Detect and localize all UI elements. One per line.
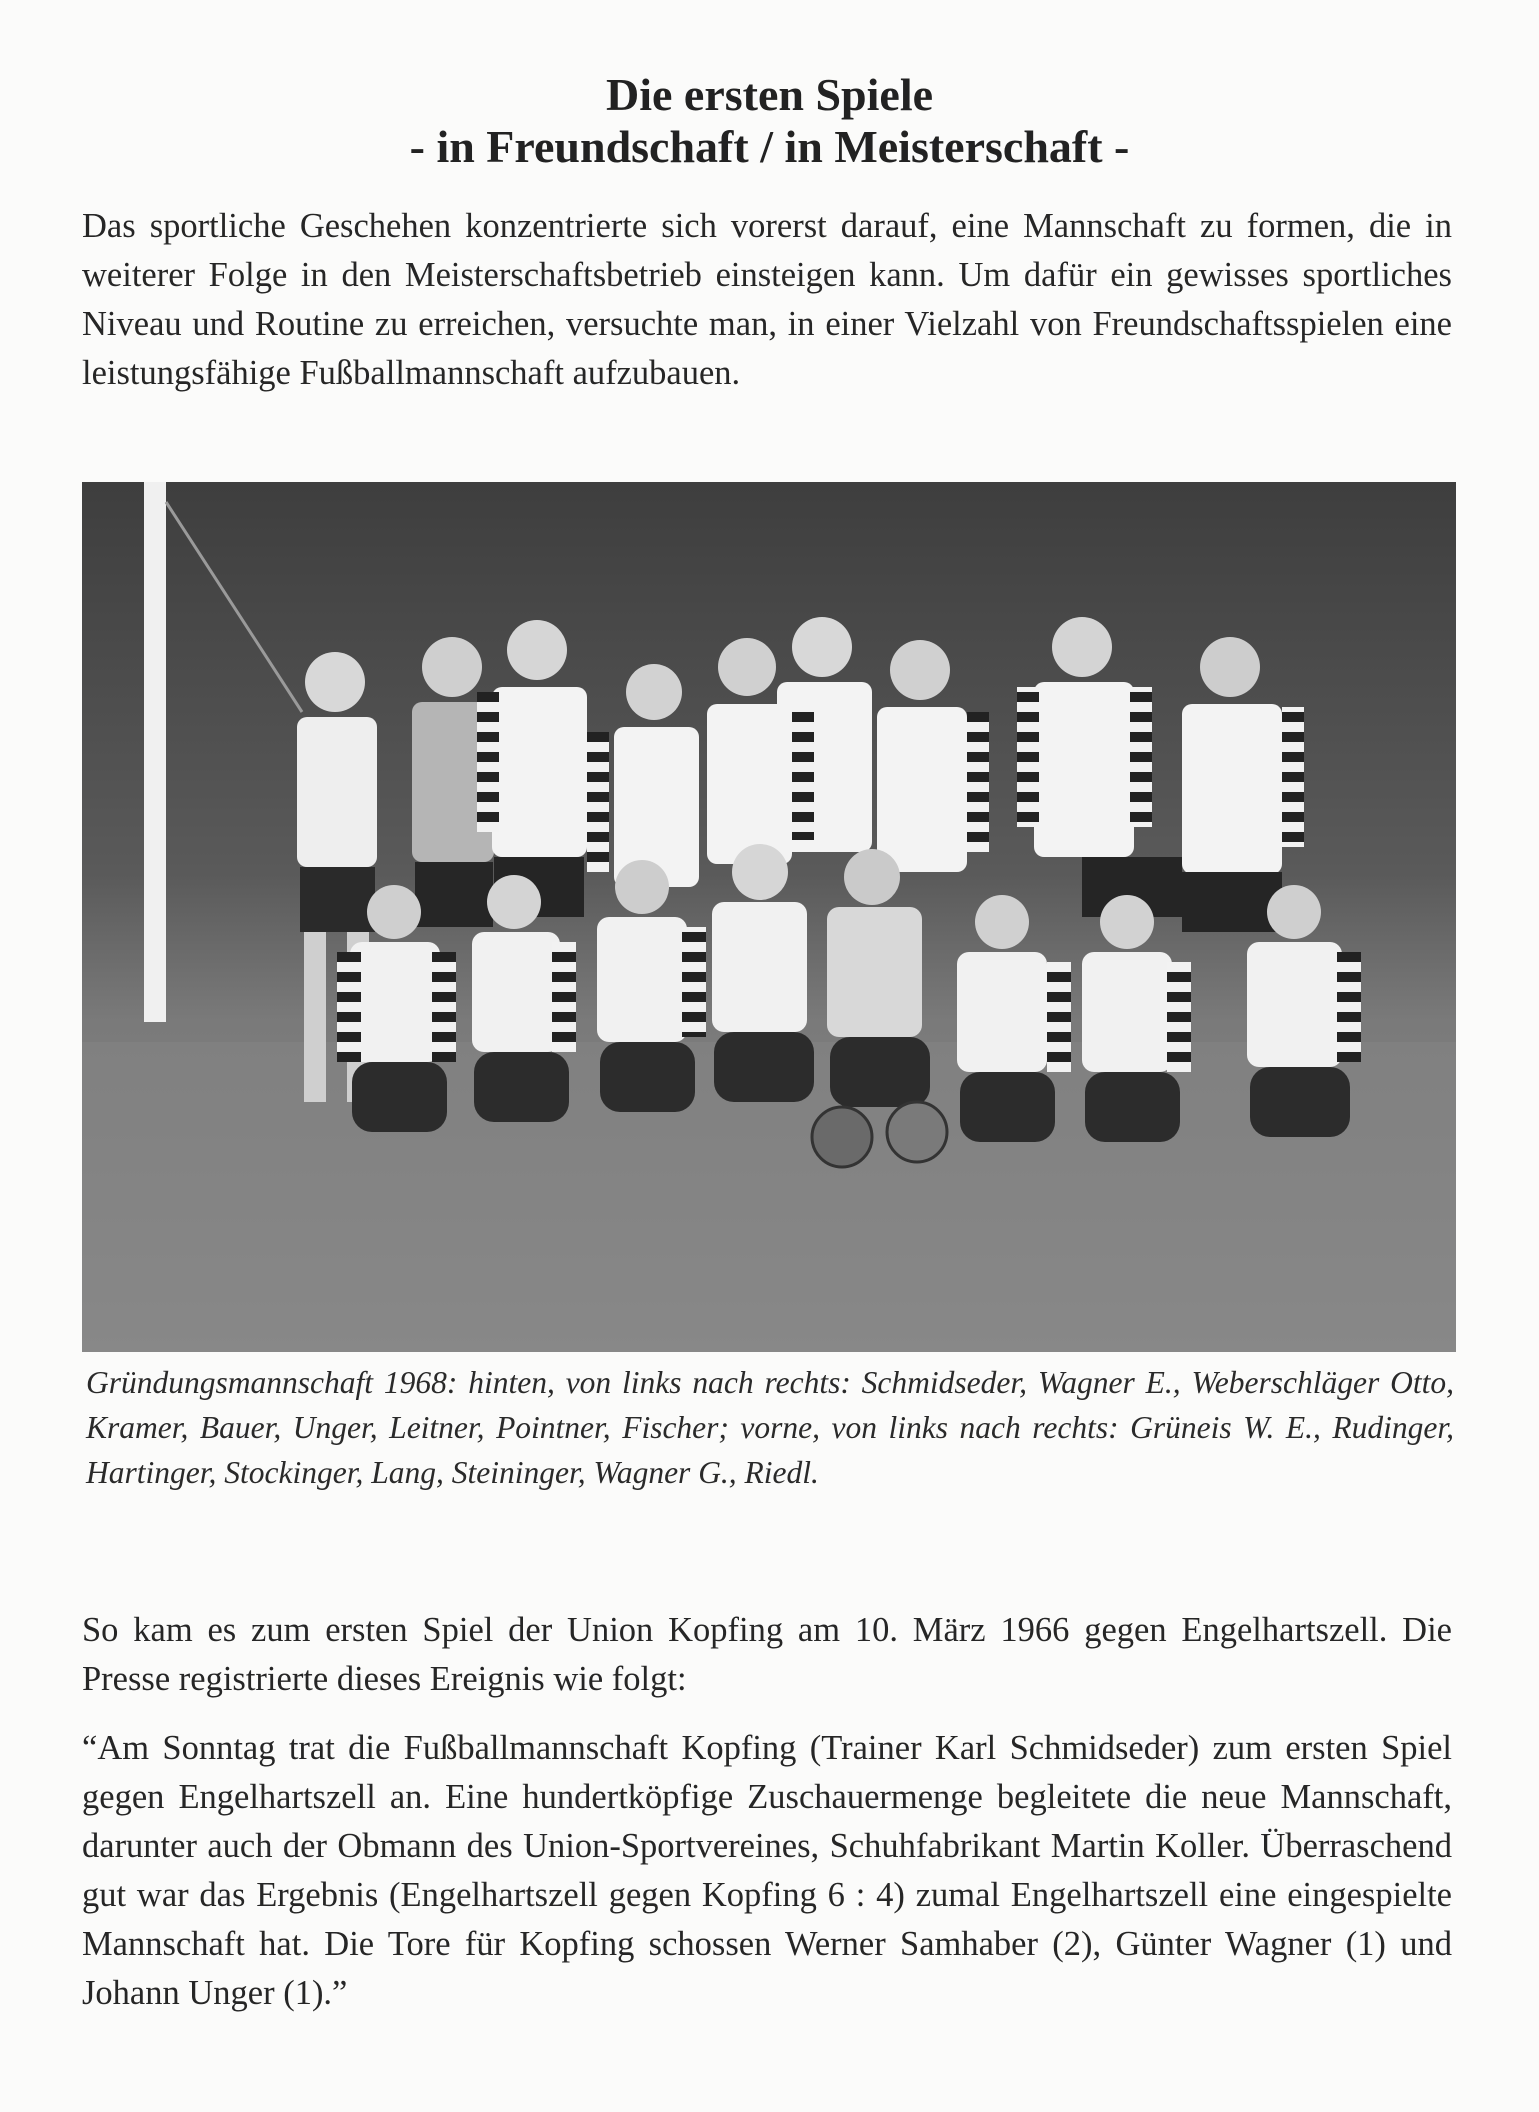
intro-paragraph: Das sportliche Geschehen konzentrierte sich vorerst darauf, eine Mannschaft zu formen, die in weiterer Folge in den Meisterschaftsbetrieb einsteigen kann. Um dafür ein gewisses sportliches Niveau und Routine zu erreichen, versuchte man, in einer Vielzahl von Freundschaftsspielen eine leistungsfähige Fußballmannschaft aufzubauen. bbox=[82, 207, 1452, 392]
photo-caption: Gründungsmannschaft 1968: hinten, von links nach rechts: Schmidseder, Wagner E., Weberschläger Otto, Kramer, Bauer, Unger, Leitner, Pointner, Fischer; vorne, von links nach rechts: Grüneis W. E., Rudinger, Hartinger, Stockinger, Lang, Steininger, Wagner G., Riedl. bbox=[86, 1365, 1454, 1490]
body-paragraph: So kam es zum ersten Spiel der Union Kopfing am 10. März 1966 gegen Engelhartszell. Die Presse registrierte dieses Ereignis wie folgt: bbox=[82, 1611, 1452, 1698]
press-quote: “Am Sonntag trat die Fußballmannschaft Kopfing (Trainer Karl Schmidseder) zum ersten Spiel gegen Engelhartszell an. Eine hundertköpfige Zuschauermenge begleitete die neue Mannschaft, darunter auch der Obmann des Union-Sportvereines, Schuhfabrikant Martin Koller. Überraschend gut war das Ergebnis (Engelhartszell gegen Kopfing 6 : 4) zumal Engelhartszell eine eingespielte Mannschaft hat. Die Tore für Kopfing schossen Werner Samhaber (2), Günter Wagner (1) und Johann Unger (1).” bbox=[82, 1729, 1452, 2012]
page-title: Die ersten Spiele bbox=[605, 69, 934, 120]
team-photo bbox=[82, 482, 1456, 1352]
page-subtitle: - in Freundschaft / in Meisterschaft - bbox=[409, 121, 1130, 172]
